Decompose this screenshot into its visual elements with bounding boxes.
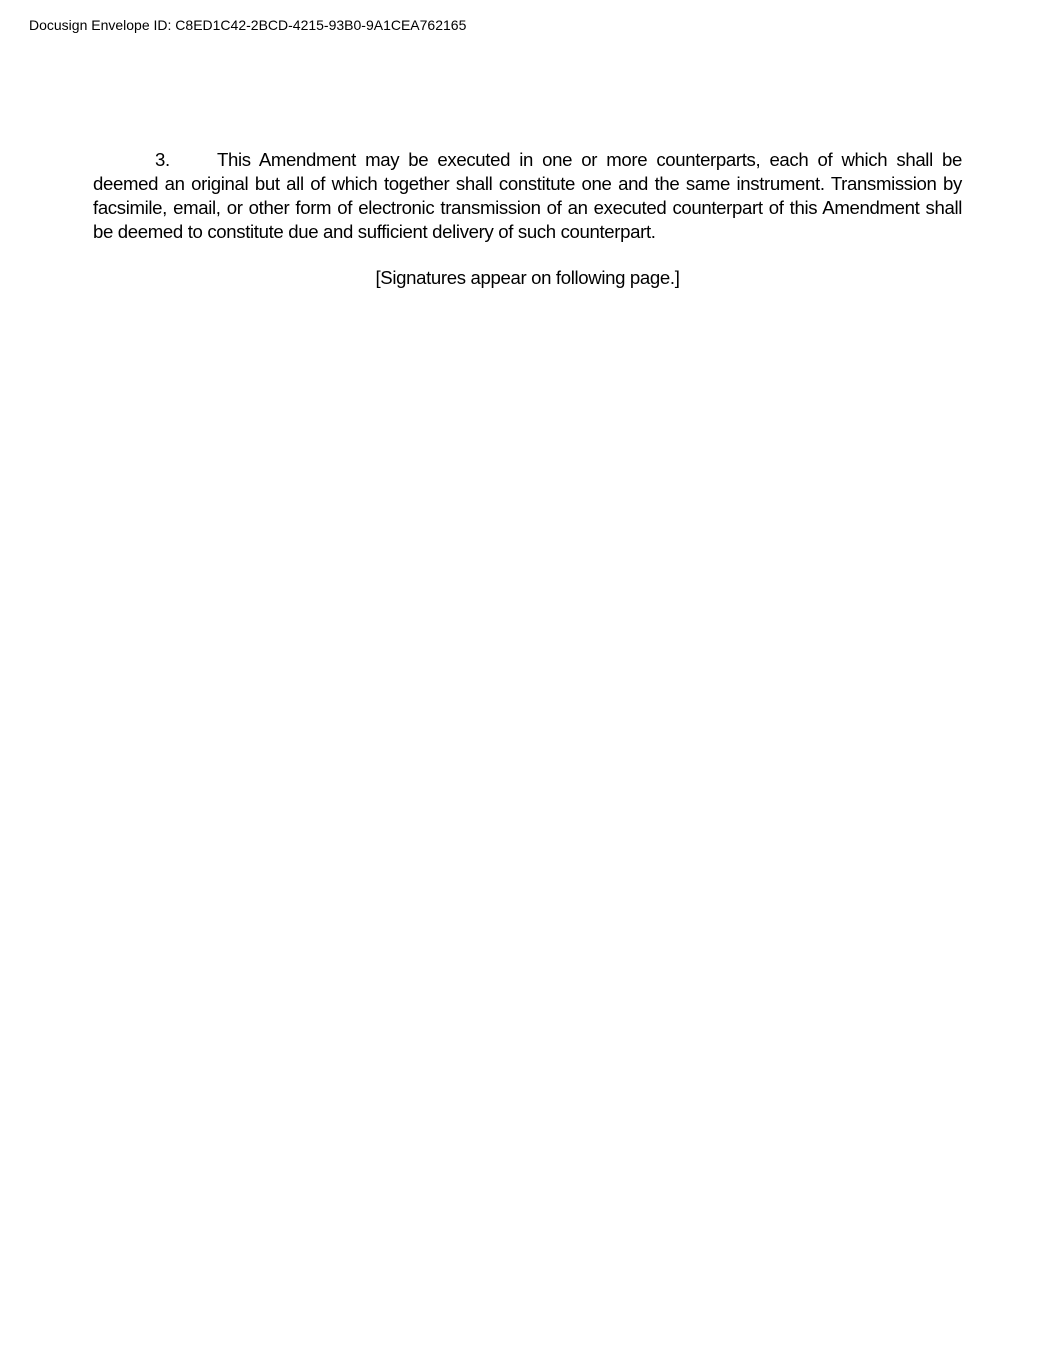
document-body (93, 148, 962, 290)
section-text: This Amendment may be executed in one or more counterparts, each of which shall be deemed an original but all of which together shall constitute one and the same instrument. Transmission by facsimile, email, or other form of electronic transmission of an executed counterpart of this Amendment shall be deemed to constitute due and sufficient delivery of such counterpart. (93, 149, 962, 242)
signature-note: [Signatures appear on following page.] (375, 267, 680, 288)
section-number: 3. (155, 149, 170, 170)
section-3-paragraph (93, 148, 962, 244)
envelope-id-header: Docusign Envelope ID: C8ED1C42-2BCD-4215-93B0-9A1CEA762165 (29, 17, 467, 33)
